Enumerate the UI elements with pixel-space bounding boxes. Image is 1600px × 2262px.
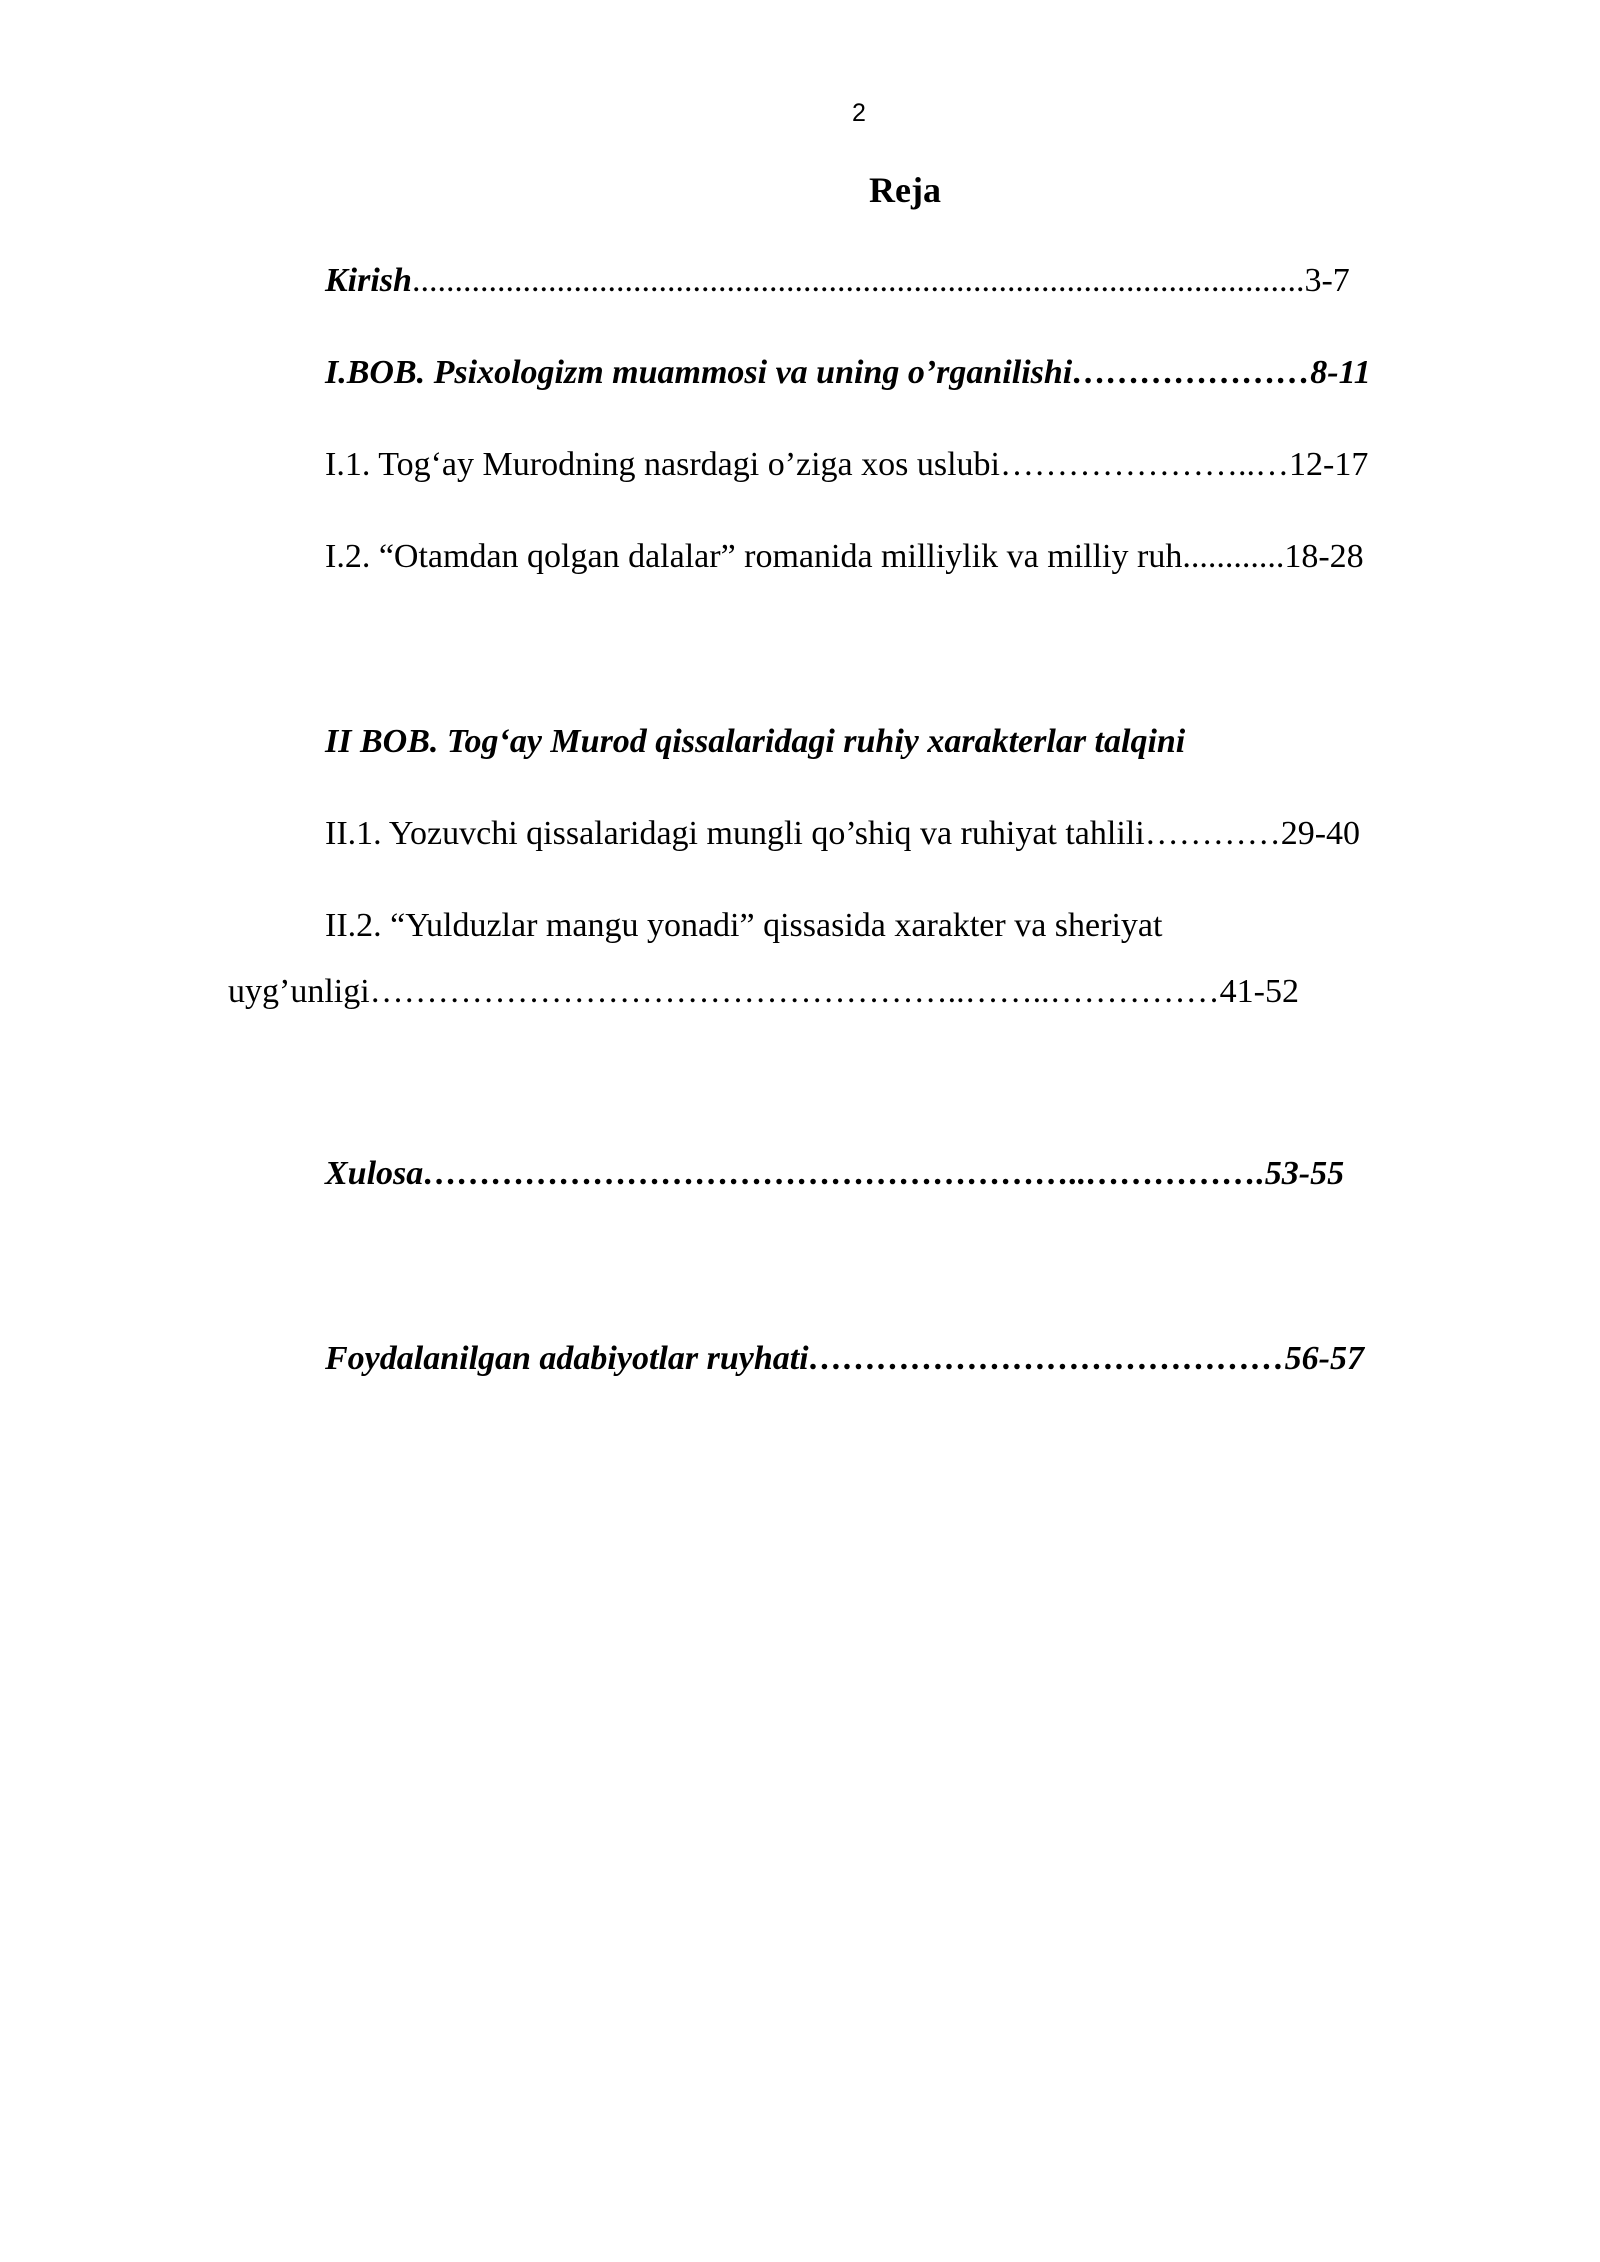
toc-page-range: 3-7 xyxy=(1304,262,1350,299)
toc-page-range: 56-57 xyxy=(1284,1340,1364,1377)
toc-leader-dots: …………………..… xyxy=(1000,446,1290,483)
toc-entry-label: uyg’unligi xyxy=(228,973,370,1010)
toc-entry-xulosa xyxy=(325,1152,1344,1196)
toc-entry-label: Kirish xyxy=(325,262,412,299)
toc-entry-label: II.1. Yozuvchi qissalaridagi mungli qo’shiq va ruhiyat tahlili xyxy=(325,815,1145,852)
toc-entry-section-1-2 xyxy=(325,535,1364,579)
toc-entry-label: I.BOB. Psixologizm muammosi va uning o’rganilishi xyxy=(325,354,1073,391)
toc-page-range: 53-55 xyxy=(1264,1155,1345,1192)
toc-leader-dots: ………………… xyxy=(1072,354,1311,391)
toc-entry-kirish xyxy=(325,259,1350,303)
toc-leader-dots: ……………………………………………..……..…………… xyxy=(369,973,1220,1010)
toc-entry-section-1-1 xyxy=(325,443,1368,487)
toc-entry-chapter-1 xyxy=(325,351,1371,395)
toc-entry-section-2-2 xyxy=(325,904,1162,948)
toc-page-range: 18-28 xyxy=(1284,538,1364,575)
toc-page-range: 29-40 xyxy=(1280,815,1361,852)
toc-entry-bibliography xyxy=(325,1337,1364,1381)
toc-entry-label: II.2. “Yulduzlar mangu yonadi” qissasida xarakter va sheriyat xyxy=(325,907,1163,944)
toc-leader-dots: ......................................................................................................... xyxy=(411,262,1305,299)
page-title: Reja xyxy=(869,170,941,210)
toc-leader-dots: …………………………………… xyxy=(808,1340,1285,1377)
toc-page-range: 41-52 xyxy=(1219,973,1299,1010)
toc-entry-label: I.1. Tog‘ay Murodning nasrdagi o’ziga xos uslubi xyxy=(325,446,1001,483)
toc-entry-label: I.2. “Otamdan qolgan dalalar” romanida milliylik va milliy ruh xyxy=(325,538,1183,575)
toc-page-range: 8-11 xyxy=(1310,354,1371,391)
toc-page-range: 12-17 xyxy=(1289,446,1369,483)
toc-entry-label: Foydalanilgan adabiyotlar ruyhati xyxy=(325,1340,809,1377)
toc-entry-section-2-2-continued xyxy=(228,970,1299,1014)
toc-leader-dots: …………………………………………………..……………. xyxy=(423,1155,1265,1192)
toc-entry-section-2-1 xyxy=(325,812,1360,856)
toc-leader-dots: ............ xyxy=(1182,538,1285,575)
toc-entry-label: II BOB. Tog‘ay Murod qissalaridagi ruhiy xarakterlar talqini xyxy=(325,723,1186,760)
toc-entry-chapter-2 xyxy=(325,720,1185,764)
toc-leader-dots: ………… xyxy=(1144,815,1281,852)
toc-entry-label: Xulosa xyxy=(325,1155,424,1192)
page-number: 2 xyxy=(852,99,866,127)
